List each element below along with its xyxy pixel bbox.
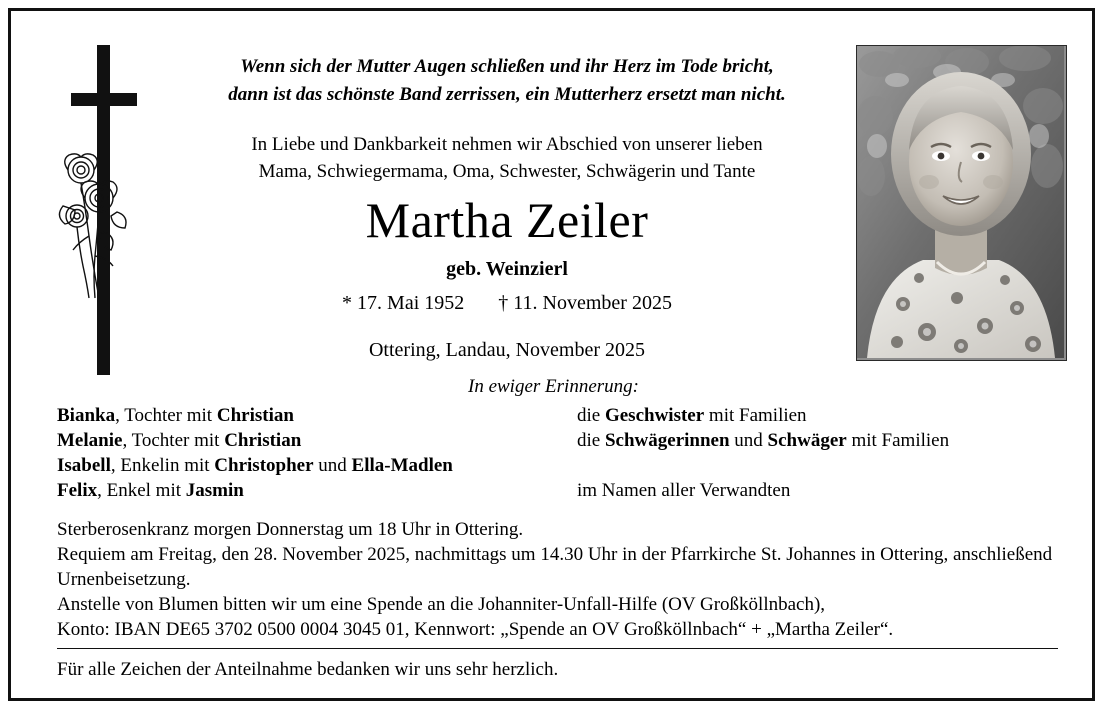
- maiden-name: geb. Weinzierl: [446, 258, 568, 280]
- closing-text: Für alle Zeichen der Anteilnahme bedanken wir uns sehr herzlich.: [57, 659, 559, 680]
- family-right-entry: die Schwägerinnen und Schwäger mit Familien: [577, 430, 950, 451]
- obituary-frame: [8, 8, 1095, 701]
- service-line: Konto: IBAN DE65 3702 0500 0004 3045 01, Kennwort: „Spende an OV Großköllnbach“ + „Martha Zeiler“.: [57, 619, 894, 640]
- memory-heading: In ewiger Erinnerung:: [468, 376, 639, 397]
- intro-line-1: In Liebe und Dankbarkeit nehmen wir Abschied von unserer lieben: [251, 134, 763, 155]
- family-row: [57, 478, 1057, 503]
- family-row: [57, 403, 1057, 428]
- family-left-entry: Bianka, Tochter mit Christian: [57, 405, 294, 426]
- roses-icon: [55, 146, 145, 306]
- family-left-entry: Felix, Enkel mit Jasmin: [57, 480, 244, 501]
- family-right-entry: die Geschwister mit Familien: [577, 405, 807, 426]
- verse-line-2: dann ist das schönste Band zerrissen, ein Mutterherz ersetzt man nicht.: [228, 84, 786, 105]
- family-left-entry: Melanie, Tochter mit Christian: [57, 430, 302, 451]
- deceased-name: Martha Zeiler: [365, 192, 649, 248]
- family-list: [57, 403, 1057, 503]
- verse-text: [171, 53, 843, 109]
- intro-text: [171, 131, 843, 185]
- birth-date: * 17. Mai 1952: [342, 292, 465, 314]
- cross-horizontal-bar: [71, 93, 137, 106]
- intro-line-2: Mama, Schwiegermama, Oma, Schwester, Schwägerin und Tante: [258, 161, 756, 182]
- place-and-date: Ottering, Landau, November 2025: [368, 339, 646, 361]
- service-line: Anstelle von Blumen bitten wir um eine Spende an die Johanniter-Unfall-Hilfe (OV Großköllnbach),: [57, 594, 826, 615]
- life-dates: [171, 292, 843, 315]
- family-left-entry: Isabell, Enkelin mit Christopher und Ella-Madlen: [57, 455, 453, 476]
- service-line: Requiem am Freitag, den 28. November 2025, nachmittags um 14.30 Uhr in der Pfarrkirche St. Johannes in Ottering, anschließend Urnenbeisetzung.: [57, 544, 1053, 590]
- family-row: [57, 428, 1057, 453]
- family-right-entry: im Namen aller Verwandten: [577, 480, 791, 501]
- service-line: Sterberosenkranz morgen Donnerstag um 18 Uhr in Ottering.: [57, 519, 524, 540]
- verse-line-1: Wenn sich der Mutter Augen schließen und ihr Herz im Tode bricht,: [240, 56, 774, 77]
- death-date: † 11. November 2025: [498, 292, 672, 314]
- family-row: [57, 453, 1057, 478]
- cross-decoration: [47, 31, 167, 381]
- service-info: [57, 517, 1062, 642]
- divider-line: [57, 648, 1058, 649]
- portrait-photo: [856, 45, 1067, 361]
